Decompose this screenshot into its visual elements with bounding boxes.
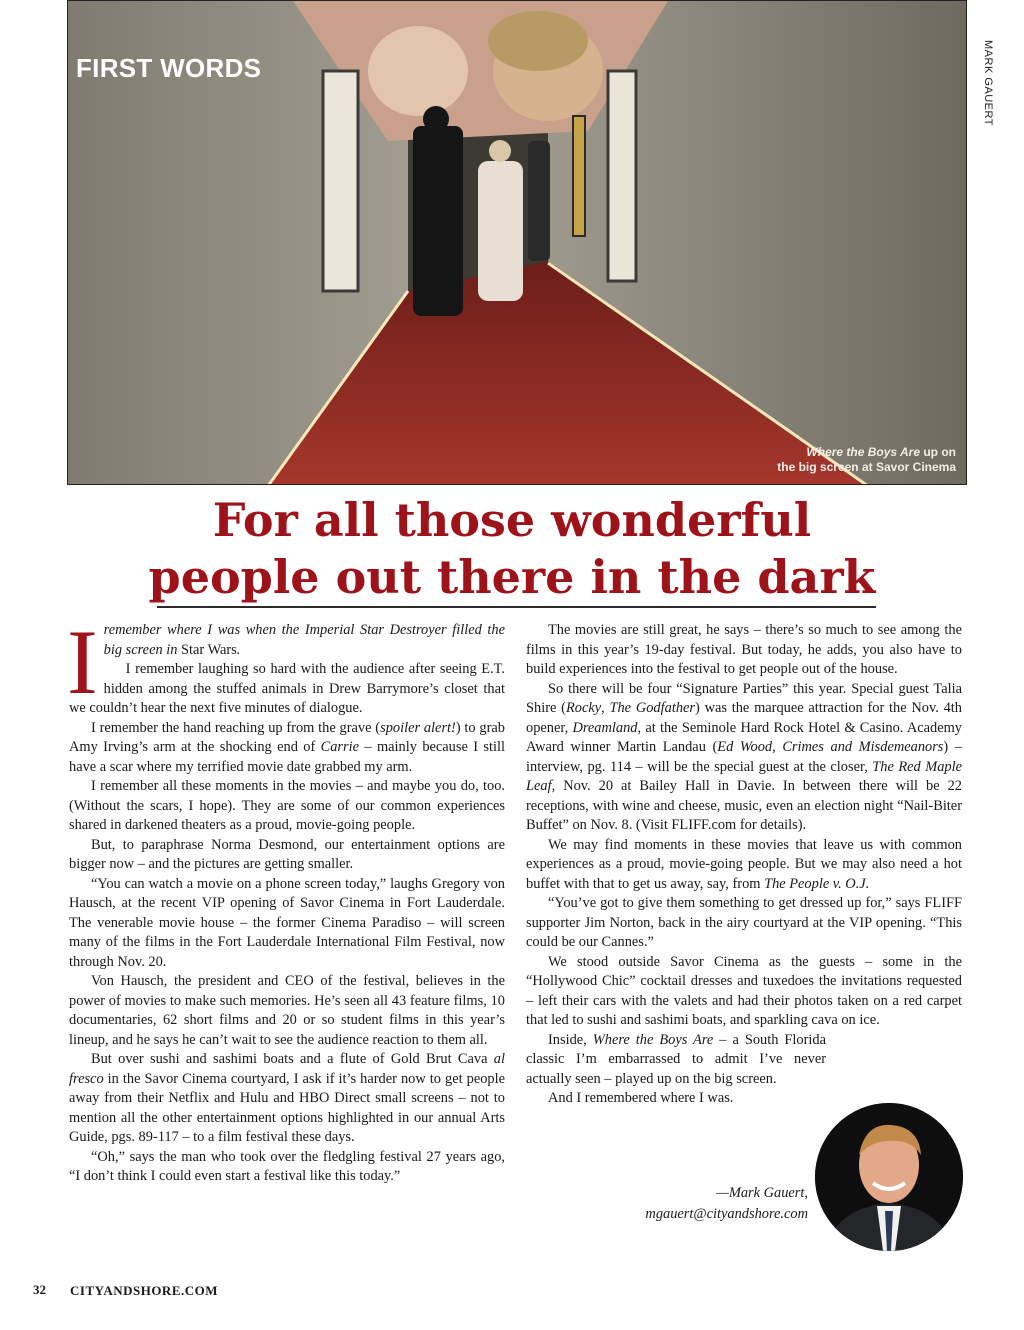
headline-underline — [157, 606, 876, 608]
text-run: – mainly because I still have a scar where my terrified movie date grabbed my arm. — [69, 739, 506, 775]
text-run: The movies are still great, he says – there’s so much to see among the films in this year’s 19-day festival. But today, he adds, you also have to build experiences into the festival to get people out of the house. — [526, 622, 962, 677]
page-number: 32 — [33, 1282, 46, 1297]
headline — [0, 492, 1024, 606]
article-paragraph — [69, 621, 505, 660]
text-run: “You’ve got to give them something to get dressed up for,” says FLIFF supporter Jim Norton, back in the airy courtyard at the VIP opening. “This could be our Cannes.” — [526, 895, 962, 950]
article-paragraph — [69, 875, 505, 973]
text-run: , at the Seminole Hard Rock Hotel & Casino. Academy Award winner Martin Landau ( — [526, 719, 962, 755]
hero-photo — [67, 0, 967, 485]
italic-title: Carrie — [320, 739, 360, 755]
article-column-right — [526, 621, 962, 1109]
text-run: So there will be four “Signature Parties” this year. Special guest Talia Shire ( — [526, 680, 962, 716]
article-column-left — [67, 611, 506, 1187]
site-name: CITYANDSHORE.COM — [70, 1283, 219, 1298]
italic-title: Dreamland — [572, 719, 638, 736]
text-run: , — [772, 739, 783, 755]
article-paragraph — [526, 621, 962, 680]
text-run: , — [601, 700, 610, 716]
author-signature: —Mark Gauert, — [716, 1185, 808, 1201]
text-run: ) was the marquee attraction for the Nov. 4th opener, — [526, 700, 962, 736]
caption-line2: the big screen at Savor Cinema — [777, 460, 956, 474]
italic-title: The Godfather — [609, 700, 695, 716]
italic-title: Crimes and Misdemeanors — [782, 739, 944, 755]
caption-text: up on — [920, 445, 956, 459]
italic-title: al fresco — [69, 1051, 505, 1087]
text-run: Von Hausch, the president and CEO of the festival, believes in the power of movies to make such memories. He’s seen all 43 feature films, 10 documentaries, 62 short films and 20 or so student films in this year’s lineup, and he says he can’t wait to see the audience reaction to them all. — [69, 973, 505, 1048]
text-run: I remember the hand reaching up from the grave ( — [91, 719, 381, 736]
article-paragraph — [69, 719, 505, 778]
drop-cap: I — [67, 611, 98, 713]
italic-title: spoiler alert! — [380, 719, 456, 736]
article-paragraph — [69, 972, 505, 1050]
italic-title: Rocky — [565, 700, 602, 716]
italic-title: Ed Wood — [717, 739, 773, 755]
article-paragraph — [69, 836, 505, 875]
text-run: Inside, — [548, 1031, 593, 1048]
wall-poster — [608, 71, 636, 281]
headline-line1: For all those wonderful — [212, 493, 812, 547]
text-run: And I remembered where I was. — [548, 1090, 734, 1106]
photo-credit: MARK GAUERT — [982, 40, 994, 126]
headline-line2: people out there in the dark — [148, 550, 876, 604]
article-paragraph — [526, 680, 962, 836]
article-paragraph — [526, 1031, 826, 1090]
text-run: But over sushi and sashimi boats and a flute of Gold Brut Cava — [91, 1051, 494, 1067]
text-run: We stood outside Savor Cinema as the guests – some in the “Hollywood Chic” cocktail dresses and tuxedoes the invitations requested – left their cars with the valets and had their photos taken on a red carpet that led to sushi and sashimi boats, and sparkling cava on ice. — [526, 953, 962, 1028]
text-run: “You can watch a movie on a phone screen today,” laughs Gregory von Hausch, at the recent VIP opening of Savor Cinema in Fort Lauderdale. The venerable movie house – the former Cinema Paradiso – will screen many of the films in the Fort Lauderdale International Film Festival, now through Nov. 20. — [69, 875, 505, 970]
text-run: I remember laughing so hard with the audience after seeing E.T. hidden among the stuffed animals in Drew Barrymore’s closet that we couldn’t hear the next five minutes of dialogue. — [69, 661, 505, 716]
article-paragraph — [526, 953, 962, 1031]
text-run: I remember all these moments in the movies – and maybe you do, too. (Without the scars, I hope). They are some of our common experiences shared in darkened theaters as a proud, movie-going people. — [69, 778, 505, 833]
italic-title: remember where I was when the Imperial Star Destroyer filled the big screen in — [103, 622, 505, 658]
author-headshot — [815, 1103, 963, 1251]
article-paragraph — [69, 1050, 505, 1148]
article-paragraph — [526, 1089, 826, 1109]
guest-silhouette — [478, 161, 523, 301]
italic-title: The Red Maple Leaf — [526, 758, 962, 794]
section-label: FIRST WORDS — [76, 53, 262, 83]
text-run: – a South Florida classic I’m embarrassed to admit I’ve never actually seen – played up on the big screen. — [526, 1031, 826, 1087]
text-run: But, to paraphrase Norma Desmond, our entertainment options are bigger now – and the pictures are getting smaller. — [69, 836, 505, 872]
wall-poster — [323, 71, 358, 291]
text-run: Star Wars — [181, 641, 237, 658]
photo-caption — [777, 445, 956, 475]
text-run: ) – interview, pg. 114 – will be the special guest at the closer, — [526, 739, 963, 775]
article-paragraph — [526, 836, 962, 895]
italic-title: Where the Boys Are — [592, 1031, 714, 1048]
caption-title: Where the Boys Are — [806, 445, 920, 459]
author-portrait — [815, 1103, 963, 1251]
text-run: in the Savor Cinema courtyard, I ask if it’s harder now to get people away from their Netflix and Hulu and HBO Direct small screens – not to mention all the other entertainment options highlighted in our annual Arts Guide, pgs. 89-117 – to a film festival these days. — [69, 1070, 505, 1145]
article-paragraph — [69, 660, 505, 719]
text-run: , Nov. 20 at Bailey Hall in Davie. In between there will be 22 receptions, with wine and cheese, music, even an election night “Nail-Biter Buffet” on Nov. 8. (Visit FLIFF.com for details). — [526, 778, 962, 833]
italic-title: The People v. O.J. — [764, 875, 870, 892]
article-paragraph — [526, 894, 962, 953]
signoff — [560, 1183, 808, 1225]
italic-title: . — [236, 641, 241, 658]
wall-poster — [573, 116, 585, 236]
text-run: ) to grab Amy Irving’s arm at the shocking end of — [69, 719, 505, 755]
author-email: mgauert@cityandshore.com — [645, 1206, 808, 1222]
article-paragraph — [69, 1148, 505, 1187]
guest-silhouette — [413, 126, 463, 316]
guest-silhouette — [528, 141, 550, 261]
text-run: “Oh,” says the man who took over the fledgling festival 27 years ago, “I don’t think I could even start a festival like this today.” — [69, 1148, 505, 1184]
text-run: We may find moments in these movies that leave us with common experiences as a proud, movie-going people. But we may also need a hot buffet with that to get us away, say, from — [526, 836, 962, 892]
article-paragraph — [69, 777, 505, 836]
